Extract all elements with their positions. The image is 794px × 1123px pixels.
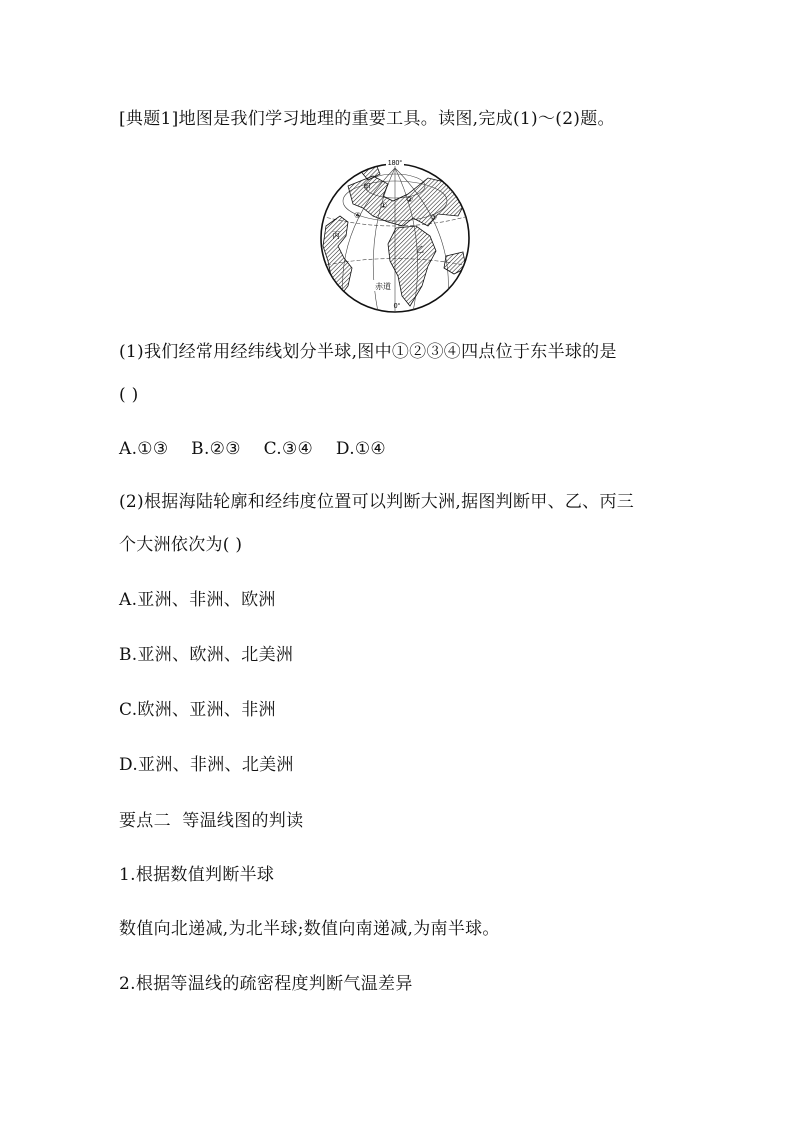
point1-title: 1.根据数值判断半球	[119, 865, 275, 885]
label-bing: 丙	[332, 231, 340, 240]
point1-text: 数值向北递减,为北半球;数值向南递减,为南半球。	[119, 919, 500, 939]
marker-4: ④	[354, 211, 362, 220]
point2-title: 2.根据等温线的疏密程度判断气温差异	[119, 974, 413, 994]
section-heading: 要点二 等温线图的判读	[119, 811, 304, 831]
question-intro: [典题1]地图是我们学习地理的重要工具。读图,完成(1)～(2)题。	[119, 109, 615, 129]
label-180: 180°	[387, 160, 403, 167]
q2-option-b: B.亚洲、欧洲、北美洲	[119, 645, 294, 665]
marker-2: ②	[406, 195, 414, 204]
marker-3: ③	[430, 213, 438, 222]
q2-option-d: D.亚洲、非洲、北美洲	[119, 755, 294, 775]
q2-option-a: A.亚洲、非洲、欧洲	[119, 590, 276, 610]
q2-stem-line1: (2)根据海陆轮廓和经纬度位置可以判断大洲,据图判断甲、乙、丙三	[119, 492, 635, 512]
globe-map	[318, 156, 473, 316]
q1-stem-line1: (1)我们经常用经纬线划分半球,图中①②③④四点位于东半球的是	[119, 342, 617, 362]
label-equator: 赤道	[375, 282, 391, 291]
q2-stem-line2: 个大洲依次为( )	[119, 535, 243, 555]
globe-figure	[318, 156, 473, 316]
marker-1: ①	[380, 201, 388, 210]
label-0: 0°	[393, 303, 401, 310]
q2-option-c: C.欧洲、亚洲、非洲	[119, 700, 276, 720]
label-yi: 乙	[416, 245, 424, 254]
q1-options: A.①③ B.②③ C.③④ D.①④	[119, 439, 386, 459]
label-jia: 甲	[363, 183, 371, 192]
q1-stem-line2: ( )	[119, 385, 139, 405]
